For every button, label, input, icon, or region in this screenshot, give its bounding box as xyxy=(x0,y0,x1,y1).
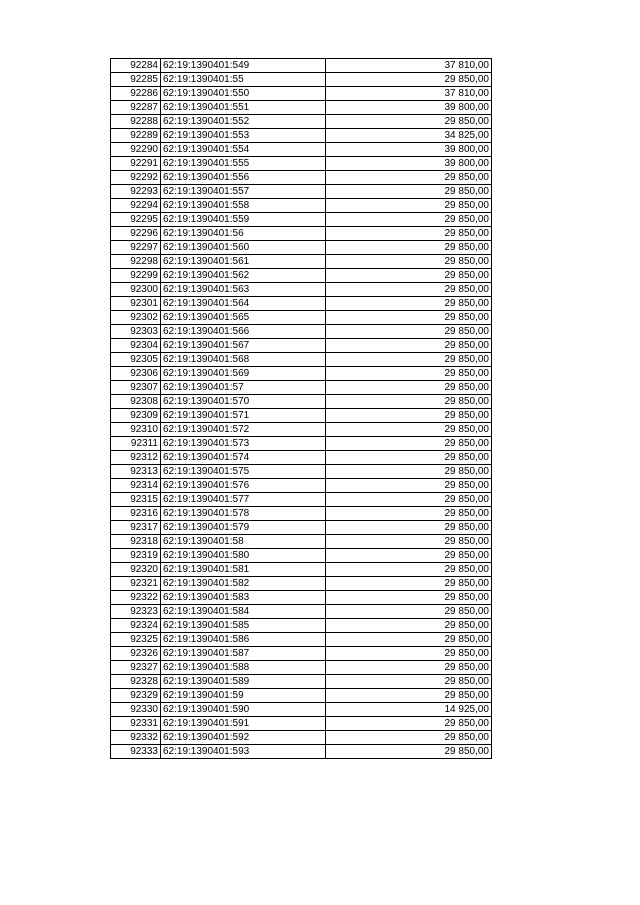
amount-cell: 29 850,00 xyxy=(326,409,492,423)
table-row xyxy=(111,283,492,297)
cadastral-number-cell: 62:19:1390401:553 xyxy=(161,129,326,143)
amount-cell: 29 850,00 xyxy=(326,283,492,297)
table-row xyxy=(111,185,492,199)
table-row xyxy=(111,535,492,549)
table-row xyxy=(111,507,492,521)
table-row xyxy=(111,451,492,465)
row-number-cell: 92287 xyxy=(111,101,161,115)
amount-cell: 29 850,00 xyxy=(326,381,492,395)
row-number-cell: 92331 xyxy=(111,717,161,731)
table-row xyxy=(111,171,492,185)
amount-cell: 29 850,00 xyxy=(326,633,492,647)
row-number-cell: 92289 xyxy=(111,129,161,143)
row-number-cell: 92304 xyxy=(111,339,161,353)
table-row xyxy=(111,311,492,325)
table-row xyxy=(111,437,492,451)
table-row xyxy=(111,479,492,493)
row-number-cell: 92327 xyxy=(111,661,161,675)
cadastral-number-cell: 62:19:1390401:568 xyxy=(161,353,326,367)
table-row xyxy=(111,353,492,367)
cadastral-number-cell: 62:19:1390401:557 xyxy=(161,185,326,199)
amount-cell: 39 800,00 xyxy=(326,157,492,171)
cadastral-number-cell: 62:19:1390401:569 xyxy=(161,367,326,381)
cadastral-number-cell: 62:19:1390401:552 xyxy=(161,115,326,129)
cadastral-number-cell: 62:19:1390401:587 xyxy=(161,647,326,661)
cadastral-number-cell: 62:19:1390401:580 xyxy=(161,549,326,563)
cadastral-number-cell: 62:19:1390401:567 xyxy=(161,339,326,353)
cadastral-number-cell: 62:19:1390401:592 xyxy=(161,731,326,745)
cadastral-number-cell: 62:19:1390401:555 xyxy=(161,157,326,171)
amount-cell: 29 850,00 xyxy=(326,591,492,605)
row-number-cell: 92291 xyxy=(111,157,161,171)
table-row xyxy=(111,703,492,717)
row-number-cell: 92298 xyxy=(111,255,161,269)
table-row xyxy=(111,689,492,703)
row-number-cell: 92322 xyxy=(111,591,161,605)
amount-cell: 29 850,00 xyxy=(326,745,492,759)
row-number-cell: 92324 xyxy=(111,619,161,633)
table-row xyxy=(111,269,492,283)
row-number-cell: 92300 xyxy=(111,283,161,297)
amount-cell: 37 810,00 xyxy=(326,59,492,73)
row-number-cell: 92325 xyxy=(111,633,161,647)
amount-cell: 29 850,00 xyxy=(326,605,492,619)
amount-cell: 29 850,00 xyxy=(326,73,492,87)
amount-cell: 29 850,00 xyxy=(326,213,492,227)
amount-cell: 29 850,00 xyxy=(326,241,492,255)
table-row xyxy=(111,409,492,423)
row-number-cell: 92309 xyxy=(111,409,161,423)
amount-cell: 37 810,00 xyxy=(326,87,492,101)
amount-cell: 29 850,00 xyxy=(326,367,492,381)
cadastral-number-cell: 62:19:1390401:562 xyxy=(161,269,326,283)
cadastral-number-cell: 62:19:1390401:586 xyxy=(161,633,326,647)
amount-cell: 29 850,00 xyxy=(326,437,492,451)
cadastral-number-cell: 62:19:1390401:581 xyxy=(161,563,326,577)
row-number-cell: 92314 xyxy=(111,479,161,493)
cadastral-number-cell: 62:19:1390401:564 xyxy=(161,297,326,311)
amount-cell: 29 850,00 xyxy=(326,493,492,507)
amount-cell: 29 850,00 xyxy=(326,423,492,437)
amount-cell: 29 850,00 xyxy=(326,647,492,661)
row-number-cell: 92299 xyxy=(111,269,161,283)
row-number-cell: 92332 xyxy=(111,731,161,745)
amount-cell: 29 850,00 xyxy=(326,479,492,493)
row-number-cell: 92326 xyxy=(111,647,161,661)
amount-cell: 29 850,00 xyxy=(326,465,492,479)
table-row xyxy=(111,591,492,605)
cadastral-number-cell: 62:19:1390401:59 xyxy=(161,689,326,703)
amount-cell: 29 850,00 xyxy=(326,549,492,563)
amount-cell: 29 850,00 xyxy=(326,535,492,549)
cadastral-number-cell: 62:19:1390401:590 xyxy=(161,703,326,717)
amount-cell: 29 850,00 xyxy=(326,661,492,675)
row-number-cell: 92294 xyxy=(111,199,161,213)
cadastral-number-cell: 62:19:1390401:583 xyxy=(161,591,326,605)
table-row xyxy=(111,647,492,661)
row-number-cell: 92333 xyxy=(111,745,161,759)
cadastral-number-cell: 62:19:1390401:55 xyxy=(161,73,326,87)
cadastral-number-cell: 62:19:1390401:572 xyxy=(161,423,326,437)
row-number-cell: 92313 xyxy=(111,465,161,479)
amount-cell: 29 850,00 xyxy=(326,675,492,689)
row-number-cell: 92306 xyxy=(111,367,161,381)
table-row xyxy=(111,213,492,227)
table-row xyxy=(111,423,492,437)
row-number-cell: 92328 xyxy=(111,675,161,689)
amount-cell: 29 850,00 xyxy=(326,311,492,325)
amount-cell: 29 850,00 xyxy=(326,227,492,241)
table-row xyxy=(111,381,492,395)
table-row xyxy=(111,255,492,269)
table-row xyxy=(111,675,492,689)
amount-cell: 29 850,00 xyxy=(326,451,492,465)
cadastral-number-cell: 62:19:1390401:550 xyxy=(161,87,326,101)
cadastral-number-cell: 62:19:1390401:570 xyxy=(161,395,326,409)
table-row xyxy=(111,59,492,73)
row-number-cell: 92305 xyxy=(111,353,161,367)
amount-cell: 29 850,00 xyxy=(326,619,492,633)
amount-cell: 29 850,00 xyxy=(326,325,492,339)
cadastral-number-cell: 62:19:1390401:584 xyxy=(161,605,326,619)
cadastral-number-cell: 62:19:1390401:576 xyxy=(161,479,326,493)
row-number-cell: 92316 xyxy=(111,507,161,521)
amount-cell: 29 850,00 xyxy=(326,185,492,199)
cadastral-number-cell: 62:19:1390401:556 xyxy=(161,171,326,185)
row-number-cell: 92288 xyxy=(111,115,161,129)
table-row xyxy=(111,731,492,745)
amount-cell: 29 850,00 xyxy=(326,563,492,577)
row-number-cell: 92307 xyxy=(111,381,161,395)
table-row xyxy=(111,563,492,577)
row-number-cell: 92319 xyxy=(111,549,161,563)
table-row xyxy=(111,549,492,563)
cadastral-number-cell: 62:19:1390401:559 xyxy=(161,213,326,227)
table-row xyxy=(111,129,492,143)
amount-cell: 29 850,00 xyxy=(326,171,492,185)
row-number-cell: 92318 xyxy=(111,535,161,549)
cadastral-number-cell: 62:19:1390401:573 xyxy=(161,437,326,451)
cadastral-number-cell: 62:19:1390401:585 xyxy=(161,619,326,633)
table-row xyxy=(111,157,492,171)
cadastral-number-cell: 62:19:1390401:563 xyxy=(161,283,326,297)
cadastral-number-cell: 62:19:1390401:58 xyxy=(161,535,326,549)
amount-cell: 29 850,00 xyxy=(326,689,492,703)
table-row xyxy=(111,73,492,87)
row-number-cell: 92290 xyxy=(111,143,161,157)
table-row xyxy=(111,395,492,409)
cadastral-number-cell: 62:19:1390401:582 xyxy=(161,577,326,591)
amount-cell: 34 825,00 xyxy=(326,129,492,143)
table-row xyxy=(111,465,492,479)
row-number-cell: 92292 xyxy=(111,171,161,185)
cadastral-number-cell: 62:19:1390401:565 xyxy=(161,311,326,325)
row-number-cell: 92323 xyxy=(111,605,161,619)
table-row xyxy=(111,325,492,339)
table-row xyxy=(111,241,492,255)
table-row xyxy=(111,605,492,619)
row-number-cell: 92317 xyxy=(111,521,161,535)
cadastral-number-cell: 62:19:1390401:575 xyxy=(161,465,326,479)
amount-cell: 29 850,00 xyxy=(326,199,492,213)
cadastral-number-cell: 62:19:1390401:560 xyxy=(161,241,326,255)
amount-cell: 29 850,00 xyxy=(326,297,492,311)
row-number-cell: 92315 xyxy=(111,493,161,507)
row-number-cell: 92310 xyxy=(111,423,161,437)
row-number-cell: 92297 xyxy=(111,241,161,255)
table-row xyxy=(111,493,492,507)
table-row xyxy=(111,87,492,101)
table-row xyxy=(111,367,492,381)
cadastral-number-cell: 62:19:1390401:571 xyxy=(161,409,326,423)
table-row xyxy=(111,745,492,759)
table-row xyxy=(111,661,492,675)
table-row xyxy=(111,717,492,731)
amount-cell: 29 850,00 xyxy=(326,395,492,409)
amount-cell: 29 850,00 xyxy=(326,577,492,591)
amount-cell: 39 800,00 xyxy=(326,143,492,157)
amount-cell: 39 800,00 xyxy=(326,101,492,115)
table-row xyxy=(111,101,492,115)
amount-cell: 29 850,00 xyxy=(326,717,492,731)
amount-cell: 14 925,00 xyxy=(326,703,492,717)
amount-cell: 29 850,00 xyxy=(326,115,492,129)
cadastral-number-cell: 62:19:1390401:588 xyxy=(161,661,326,675)
amount-cell: 29 850,00 xyxy=(326,521,492,535)
cadastral-number-cell: 62:19:1390401:574 xyxy=(161,451,326,465)
amount-cell: 29 850,00 xyxy=(326,353,492,367)
cadastral-number-cell: 62:19:1390401:577 xyxy=(161,493,326,507)
row-number-cell: 92329 xyxy=(111,689,161,703)
row-number-cell: 92286 xyxy=(111,87,161,101)
table-row xyxy=(111,339,492,353)
cadastral-number-cell: 62:19:1390401:591 xyxy=(161,717,326,731)
amount-cell: 29 850,00 xyxy=(326,339,492,353)
table-row xyxy=(111,115,492,129)
row-number-cell: 92312 xyxy=(111,451,161,465)
row-number-cell: 92302 xyxy=(111,311,161,325)
table-row xyxy=(111,619,492,633)
row-number-cell: 92321 xyxy=(111,577,161,591)
cadastral-number-cell: 62:19:1390401:561 xyxy=(161,255,326,269)
table-row xyxy=(111,227,492,241)
table-row xyxy=(111,199,492,213)
cadastral-number-cell: 62:19:1390401:558 xyxy=(161,199,326,213)
table-body xyxy=(111,59,492,759)
row-number-cell: 92295 xyxy=(111,213,161,227)
row-number-cell: 92308 xyxy=(111,395,161,409)
table-row xyxy=(111,633,492,647)
row-number-cell: 92330 xyxy=(111,703,161,717)
row-number-cell: 92303 xyxy=(111,325,161,339)
row-number-cell: 92293 xyxy=(111,185,161,199)
row-number-cell: 92284 xyxy=(111,59,161,73)
row-number-cell: 92285 xyxy=(111,73,161,87)
cadastral-number-cell: 62:19:1390401:578 xyxy=(161,507,326,521)
cadastral-number-cell: 62:19:1390401:57 xyxy=(161,381,326,395)
table-row xyxy=(111,143,492,157)
cadastral-number-cell: 62:19:1390401:589 xyxy=(161,675,326,689)
row-number-cell: 92296 xyxy=(111,227,161,241)
amount-cell: 29 850,00 xyxy=(326,269,492,283)
row-number-cell: 92301 xyxy=(111,297,161,311)
cadastral-number-cell: 62:19:1390401:549 xyxy=(161,59,326,73)
cadastral-number-cell: 62:19:1390401:593 xyxy=(161,745,326,759)
amount-cell: 29 850,00 xyxy=(326,731,492,745)
amount-cell: 29 850,00 xyxy=(326,507,492,521)
cadastral-number-cell: 62:19:1390401:56 xyxy=(161,227,326,241)
table-row xyxy=(111,577,492,591)
cadastral-number-cell: 62:19:1390401:566 xyxy=(161,325,326,339)
row-number-cell: 92311 xyxy=(111,437,161,451)
row-number-cell: 92320 xyxy=(111,563,161,577)
table-row xyxy=(111,521,492,535)
data-table xyxy=(110,58,492,759)
cadastral-number-cell: 62:19:1390401:554 xyxy=(161,143,326,157)
cadastral-number-cell: 62:19:1390401:579 xyxy=(161,521,326,535)
amount-cell: 29 850,00 xyxy=(326,255,492,269)
table-row xyxy=(111,297,492,311)
cadastral-number-cell: 62:19:1390401:551 xyxy=(161,101,326,115)
